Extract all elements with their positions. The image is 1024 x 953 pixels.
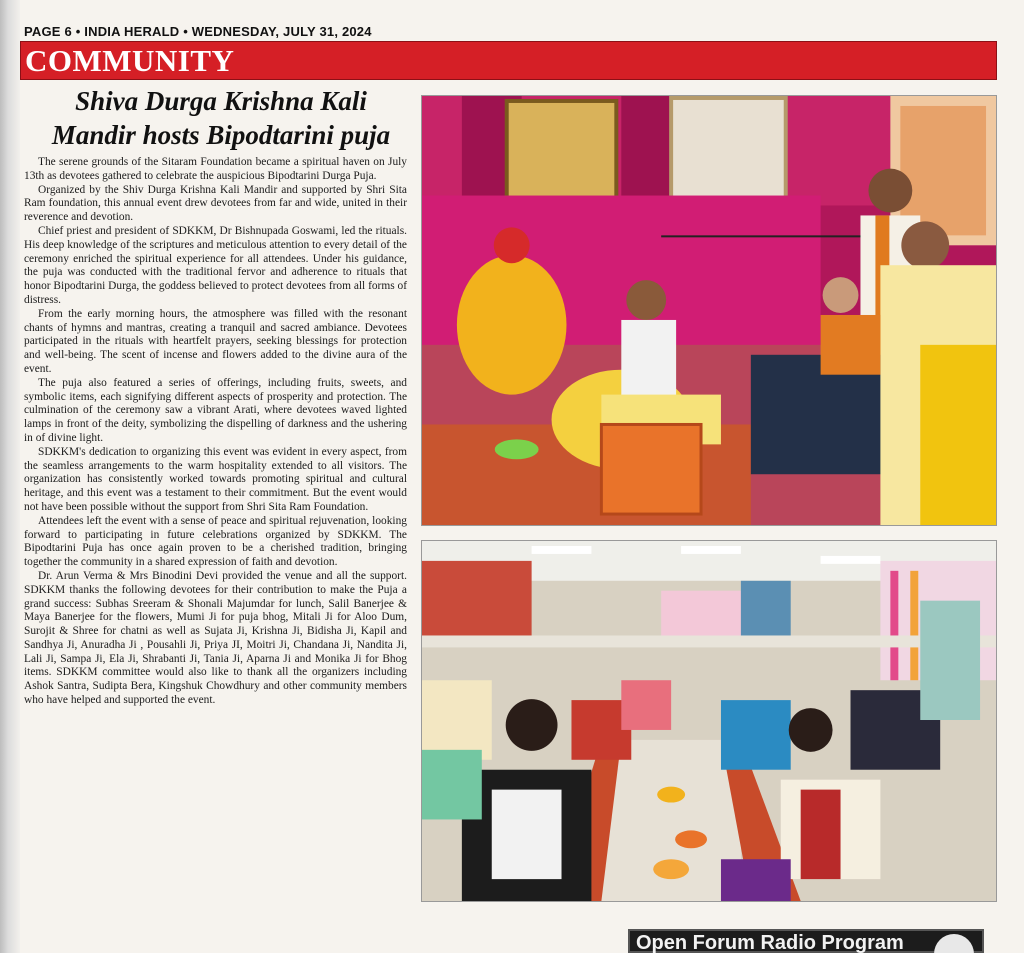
article-paragraph: Dr. Arun Verma & Mrs Binodini Devi provided the venue and all the support. SDKKM thanks the following devotees for their contribution to make the Puja a grand success: Subhas Sreeram & Shonali Majumdar for lunch, Salil Banerjee & Maya Banerjee for the flowers, Mumi Ji for puja bhog, Mitali Ji for Aloo Dum, Surojit & Shree for chatni as well as Sujata Ji, Krishna Ji, Bidisha Ji, Kapil and Sandhya Ji, Anuradha Ji , Pousahli Ji, Priya JI, Moitri Ji, Chandana Ji, Nandita Ji, Lali Ji, Sampa Ji, Ela Ji, Shrabanti Ji, Tania Ji, Aparna Ji and Monika Ji for Bhog items. SDKKM committee would also like to thank all the organizers including Ashok Santra, Sudipta Bera, Kingshuk Chowdhury and other community members who have helped and supported the event.: [24, 569, 407, 707]
headline-line-1: Shiva Durga Krishna Kali: [75, 86, 367, 116]
page-binding-shadow: [0, 0, 20, 953]
section-banner: [20, 41, 997, 80]
article-paragraph: The serene grounds of the Sitaram Foundation became a spiritual haven on July 13th as devotees gathered to celebrate the auspicious Bipodtarini Durga Puja.: [24, 156, 407, 182]
devotees-hall-illustration: [422, 541, 996, 901]
radio-program-promo[interactable]: [628, 929, 984, 953]
article-paragraph: From the early morning hours, the atmosphere was filled with the resonant chants of hymns and mantras, creating a tranquil and sacred ambiance. Devotees participated in the rituals with heartfelt prayers, seeking blessings for protection and well-being. The scent of incense and flowers added to the divine aura of the event.: [24, 307, 407, 375]
article-paragraph: SDKKM's dedication to organizing this event was evident in every aspect, from the seamless arrangements to the warm hospitality extended to all visitors. The organization has consistently worked towards promoting spiritual and cultural heritage, and this event was a testament to their commitment. But the event would not have been possible without the support from Shri Sita Ram Foundation.: [24, 445, 407, 513]
headline-line-2: Mandir hosts Bipodtarini puja: [51, 120, 391, 150]
radio-logo-icon: [934, 934, 974, 953]
devotees-hall-photo: [421, 540, 997, 902]
article-body: [24, 156, 407, 708]
promo-title: Open Forum Radio Program: [636, 932, 904, 953]
article-paragraph: Attendees left the event with a sense of peace and spiritual rejuvenation, looking forward to participating in future celebrations organized by SDKKM. The Bipodtarini Puja has once again proven to be a cherished tradition, bringing together the community in a shared expression of faith and devotion.: [24, 514, 407, 569]
article-paragraph: Organized by the Shiv Durga Krishna Kali Mandir and supported by Shri Sita Ram foundation, this annual event drew devotees from far and wide, united in their reverence and devotion.: [24, 183, 407, 224]
article-paragraph: Chief priest and president of SDKKM, Dr Bishnupada Goswami, led the rituals. His deep knowledge of the scriptures and meticulous attention to every detail of the ceremony enriched the spiritual experience for all attendees. Under his guidance, the puja was conducted with the traditional fervor and adherence to rituals that honor Bipodtarini Durga, the goddess believed to protect devotees from all forms of distress.: [24, 224, 407, 306]
article-headline: [26, 84, 416, 152]
section-title: COMMUNITY: [25, 43, 235, 78]
page-folio: PAGE 6 • INDIA HERALD • WEDNESDAY, JULY 31, 2024: [24, 24, 372, 39]
puja-ceremony-photo: [421, 95, 997, 526]
puja-ceremony-illustration: [422, 96, 996, 525]
article-paragraph: The puja also featured a series of offerings, including fruits, sweets, and symbolic items, each signifying different aspects of prosperity and protection. The culmination of the ceremony saw a vibrant Arati, where devotees waved lighted lamps in front of the deity, symbolizing the dispelling of darkness and the ushering in of divine light.: [24, 376, 407, 444]
